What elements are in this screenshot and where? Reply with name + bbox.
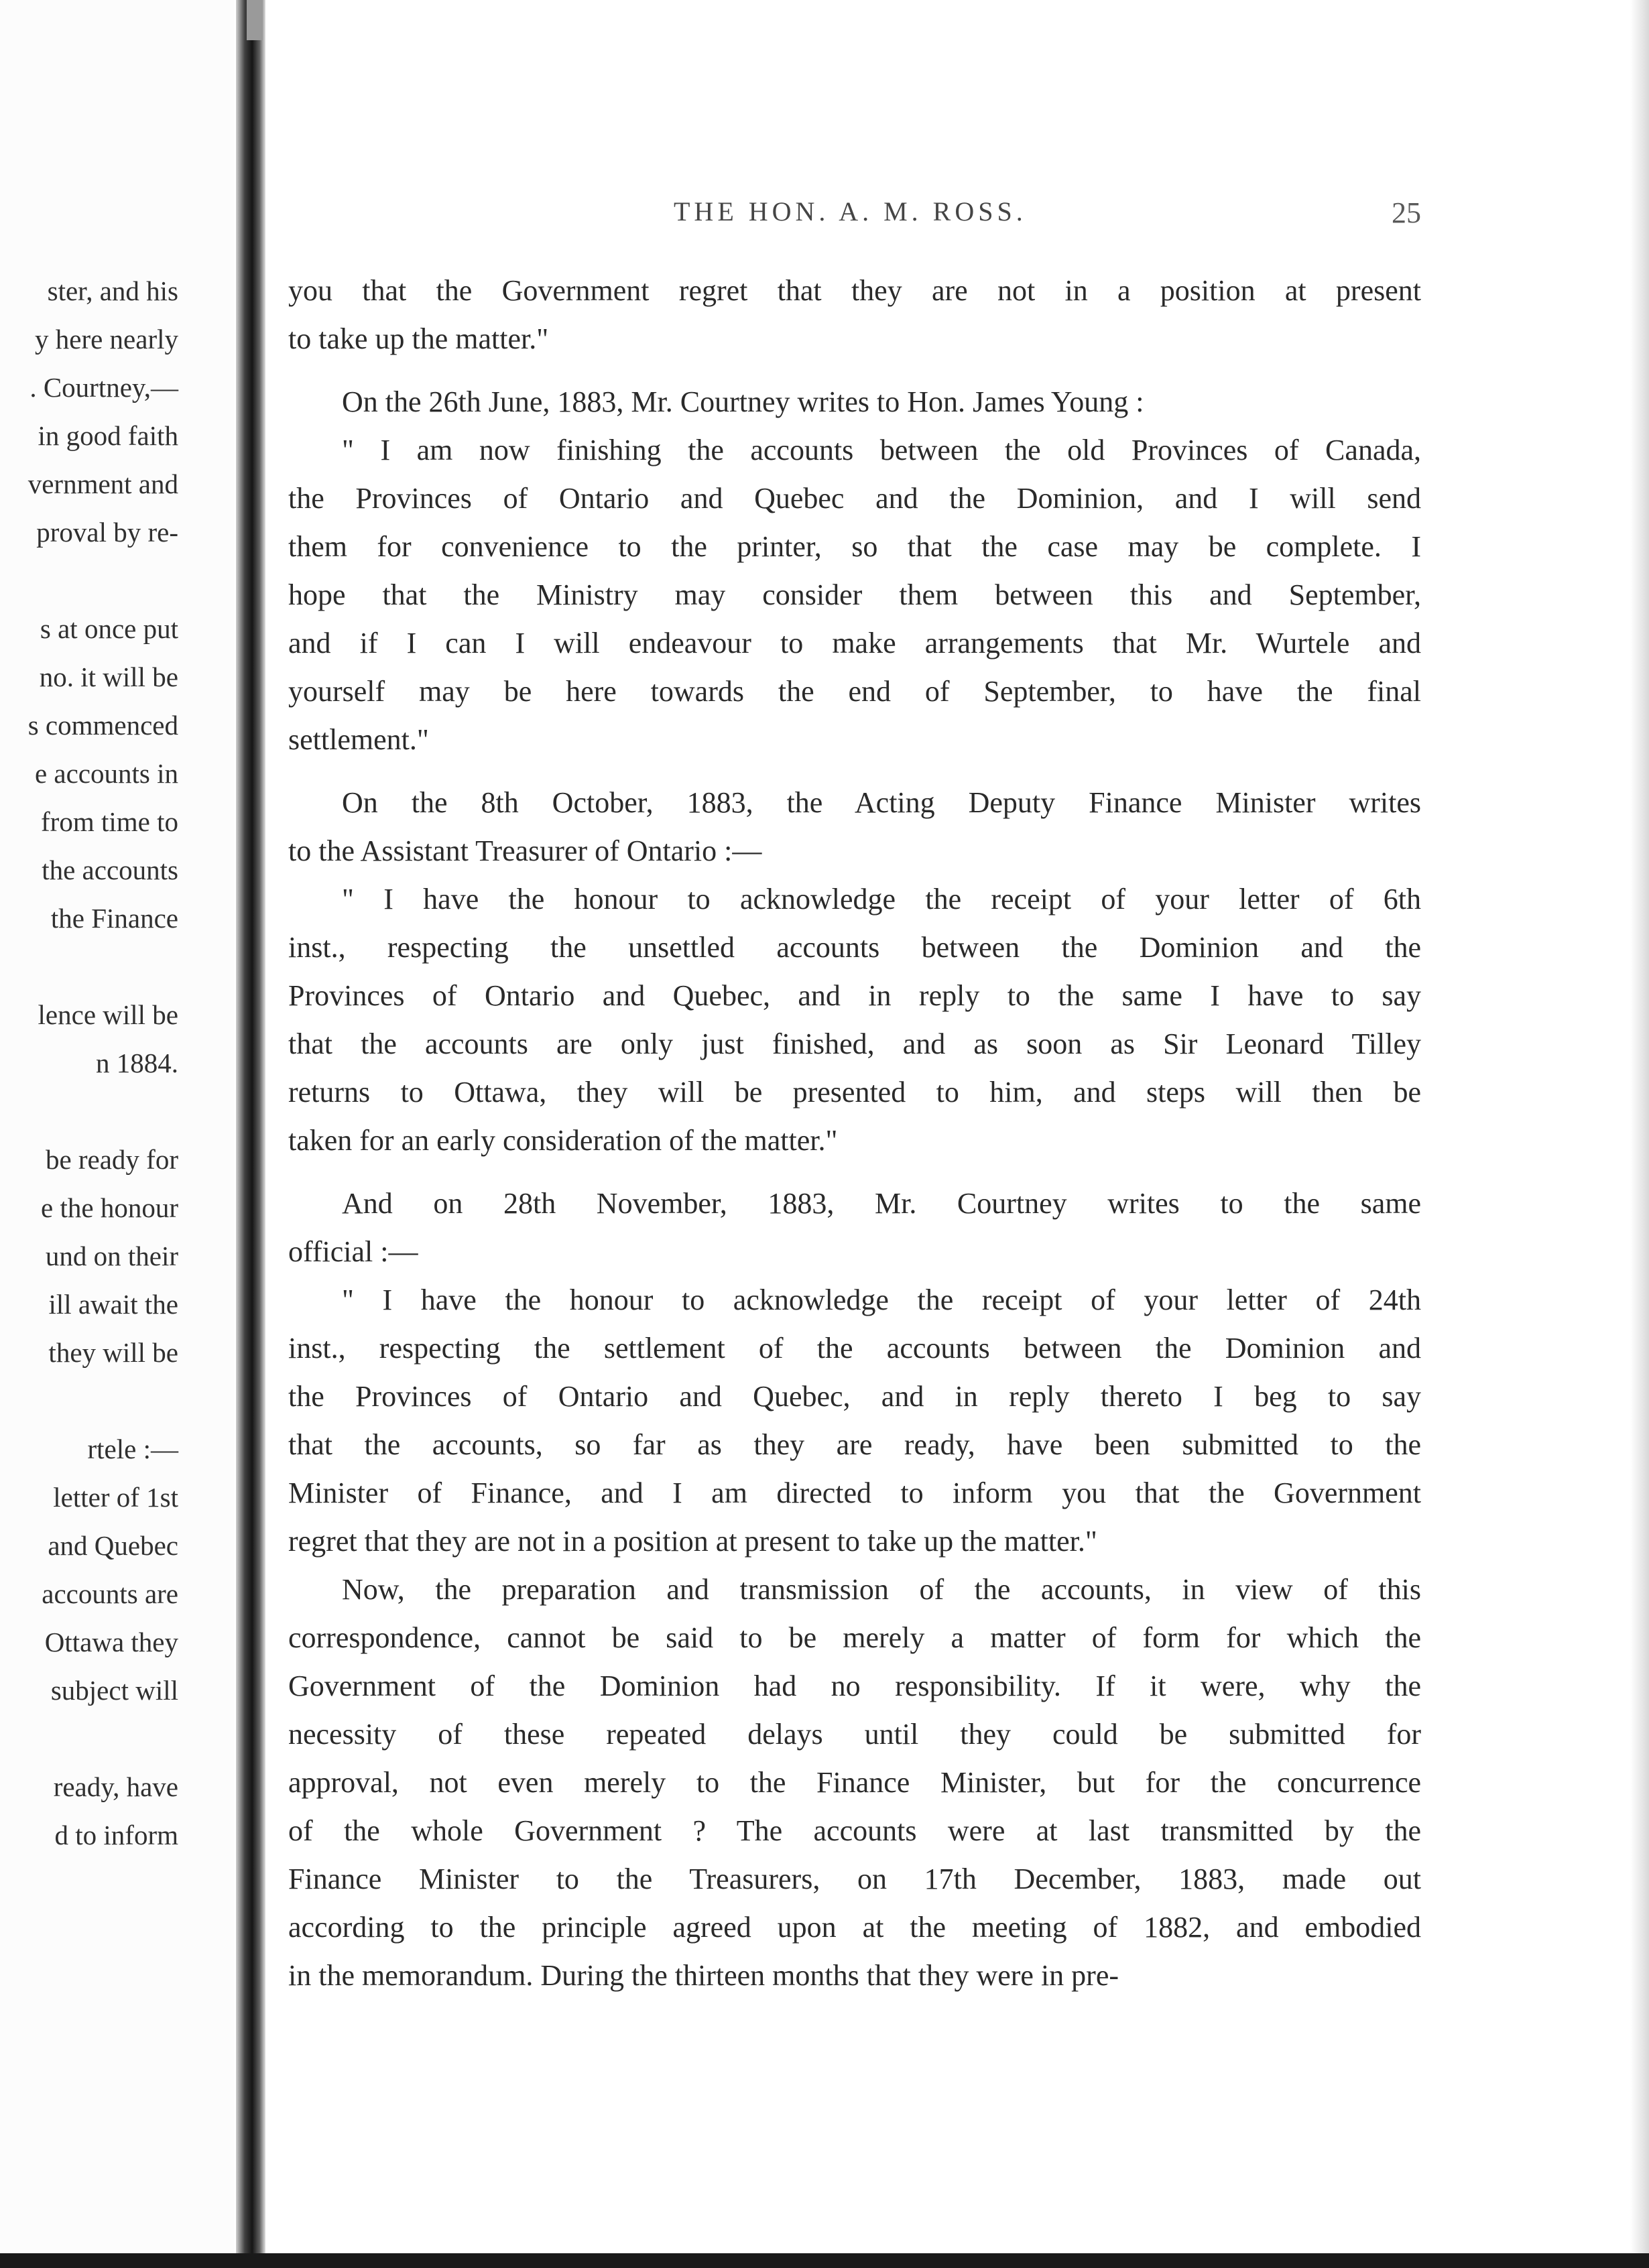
text-line: necessity of these repeated delays until they could be submitted for	[288, 1718, 1421, 1751]
text-line: yourself may be here towards the end of September, to have the final	[288, 675, 1421, 708]
text-line: Finance Minister to the Treasurers, on 17th December, 1883, made out	[288, 1863, 1421, 1895]
text-line: the Provinces of Ontario and Quebec and the Dominion, and I will send	[288, 482, 1421, 515]
facing-page-line: be ready for	[45, 1144, 178, 1175]
text-line: that the accounts, so far as they are ready, have been submitted to the	[288, 1428, 1421, 1461]
paragraph	[288, 1566, 1421, 2000]
facing-page-line: they will be	[48, 1337, 178, 1368]
facing-page-line: subject will	[50, 1675, 178, 1706]
book-gutter	[236, 0, 265, 2268]
facing-page-fragment	[0, 0, 235, 2268]
text-line: in the memorandum. During the thirteen months that they were in pre-	[288, 1959, 1119, 1992]
paragraph	[288, 1180, 1421, 1276]
facing-page-line: n 1884.	[96, 1048, 178, 1078]
facing-page-line: accounts are	[42, 1578, 178, 1609]
text-line: " I am now finishing the accounts between the old Provinces of Canada,	[342, 434, 1421, 466]
page-edge	[1630, 0, 1649, 2268]
paragraph	[288, 1276, 1421, 1566]
facing-page-line: ready, have	[53, 1771, 178, 1802]
facing-page-line: no. it will be	[39, 662, 178, 692]
scan-border	[0, 2253, 1649, 2268]
text-line: the Provinces of Ontario and Quebec, and in reply thereto I beg to say	[288, 1380, 1421, 1413]
facing-page-line: letter of 1st	[53, 1482, 178, 1513]
running-head-title: THE HON. A. M. ROSS.	[674, 196, 1027, 227]
facing-page-line: s commenced	[27, 710, 178, 741]
text-line: Minister of Finance, and I am directed to inform you that the Government	[288, 1476, 1421, 1509]
facing-page-line: d to inform	[54, 1820, 178, 1850]
facing-page-line: e accounts in	[34, 758, 178, 789]
text-line: On the 8th October, 1883, the Acting Deputy Finance Minister writes	[342, 786, 1421, 819]
text-line: them for convenience to the printer, so that the case may be complete. I	[288, 530, 1421, 563]
paragraph	[288, 875, 1421, 1165]
page-number: 25	[1392, 196, 1421, 229]
text-line: On the 26th June, 1883, Mr. Courtney writes to Hon. James Young :	[342, 385, 1144, 418]
text-line: to the Assistant Treasurer of Ontario :—	[288, 834, 762, 867]
facing-page-line: ill await the	[48, 1289, 178, 1320]
text-line: inst., respecting the unsettled accounts between the Dominion and the	[288, 931, 1421, 964]
text-line: of the whole Government ? The accounts were at last transmitted by the	[288, 1814, 1421, 1847]
facing-page-line: rtele :—	[87, 1434, 178, 1464]
text-line: regret that they are not in a position at present to take up the matter."	[288, 1525, 1097, 1558]
paragraph	[288, 779, 1421, 875]
text-line: according to the principle agreed upon at the meeting of 1882, and embodied	[288, 1911, 1421, 1944]
text-line: returns to Ottawa, they will be presented to him, and steps will then be	[288, 1076, 1421, 1109]
text-line: approval, not even merely to the Finance Minister, but for the concurrence	[288, 1766, 1421, 1799]
text-line: you that the Government regret that they are not in a position at present	[288, 274, 1421, 307]
text-line: settlement."	[288, 723, 429, 756]
facing-page-line: lence will be	[38, 999, 178, 1030]
text-line: inst., respecting the settlement of the accounts between the Dominion and	[288, 1332, 1421, 1365]
body-text	[288, 267, 1421, 2000]
facing-page-line: the accounts	[42, 855, 178, 885]
text-line: Provinces of Ontario and Quebec, and in reply to the same I have to say	[288, 979, 1421, 1012]
text-line: Government of the Dominion had no responsibility. If it were, why the	[288, 1670, 1421, 1702]
facing-page-line: und on their	[45, 1241, 178, 1271]
text-line: taken for an early consideration of the matter."	[288, 1124, 838, 1157]
facing-page-line: s at once put	[40, 613, 178, 644]
gutter-shadow	[247, 0, 263, 40]
text-line: correspondence, cannot be said to be merely a matter of form for which the	[288, 1621, 1421, 1654]
facing-page-line: proval by re-	[36, 517, 178, 548]
facing-page-line: Ottawa they	[44, 1627, 178, 1657]
facing-page-line: ster, and his	[47, 275, 178, 306]
text-line: " I have the honour to acknowledge the receipt of your letter of 6th	[342, 883, 1421, 916]
facing-page-line: in good faith	[38, 420, 178, 451]
facing-page-line: . Courtney,—	[29, 372, 178, 403]
facing-page-line: and Quebec	[48, 1530, 178, 1561]
paragraph	[288, 426, 1421, 764]
text-line: And on 28th November, 1883, Mr. Courtney writes to the same	[342, 1187, 1421, 1220]
facing-page-line: from time to	[41, 806, 178, 837]
text-line: official :—	[288, 1235, 418, 1268]
paragraph	[288, 267, 1421, 363]
text-line: hope that the Ministry may consider them between this and September,	[288, 578, 1421, 611]
text-line: " I have the honour to acknowledge the receipt of your letter of 24th	[342, 1283, 1421, 1316]
facing-page-line: the Finance	[50, 903, 178, 934]
text-line: that the accounts are only just finished, and as soon as Sir Leonard Tilley	[288, 1027, 1421, 1060]
text-line: Now, the preparation and transmission of the accounts, in view of this	[342, 1573, 1421, 1606]
running-head	[288, 196, 1421, 236]
facing-page-line: e the honour	[41, 1192, 178, 1223]
text-line: to take up the matter."	[288, 322, 549, 355]
paragraph	[288, 378, 1421, 426]
text-line: and if I can I will endeavour to make arrangements that Mr. Wurtele and	[288, 627, 1421, 659]
facing-page-line: vernment and	[27, 468, 178, 499]
facing-page-line: y here nearly	[35, 324, 178, 355]
